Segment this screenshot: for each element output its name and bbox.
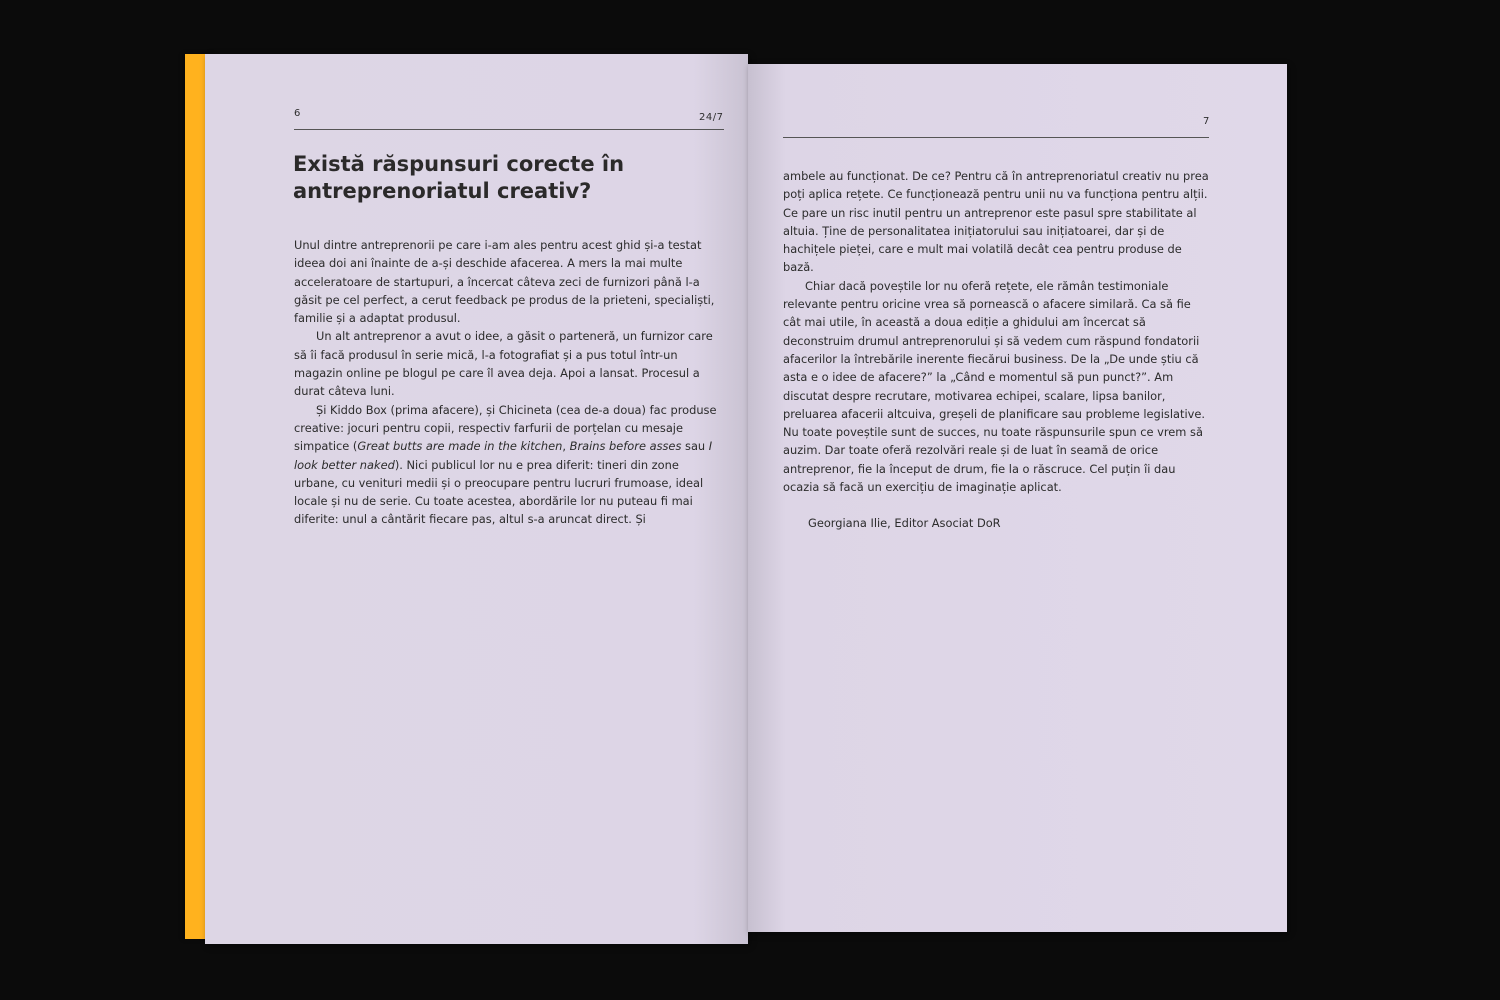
- running-head: 24/7: [699, 112, 724, 123]
- author-signature: Georgiana Ilie, Editor Asociat DoR: [808, 516, 1001, 530]
- quote-italic-3: I look better naked: [294, 439, 713, 472]
- paragraph-3-part-b: ,: [562, 439, 570, 454]
- paragraph-1: Unul dintre antreprenorii pe care i-am ales pentru acest ghid și-a testat ideea doi ani înainte de a-și deschide afacerea. A mers la mai multe acceleratoare de startupuri, a încercat câteva zeci de furnizori până l-a găsit pe cel perfect, a cerut feedback pe produs de la prieteni, specialiști, familie și a adaptat produsul.: [294, 238, 715, 326]
- header-rule-right: [783, 137, 1209, 138]
- left-body-text: [294, 236, 724, 529]
- right-page: [748, 64, 1287, 932]
- paragraph-1-right: ambele au funcționat. De ce? Pentru că în antreprenoriatul creativ nu prea poți aplica rețete. Ce funcționează pentru unii nu va funcționa pentru alții. Ce pare un risc inutil pentru un antreprenor este pasul spre stabilitate al altuia. Ține de personalitatea inițiatorului sau inițiatoarei, dar și de hachițele pieței, care e mult mai volatilă decât cea pentru produse de bază.: [783, 169, 1209, 275]
- quote-italic-1: Great butts are made in the kitchen: [357, 439, 563, 454]
- paragraph-2-right: Chiar dacă poveștile lor nu oferă rețete, ele rămân testimoniale relevante pentru oricine vrea să pornească o afacere similară. Ca să fie cât mai utile, în această a doua ediție a ghidului am încercat să deconstruim drumul antreprenorului și să vedem cum răspund fondatorii afacerilor la întrebările inerente fiecărui business. De la „De unde știu că asta e o idee de afacere?” la „Când e momentul să pun punct?”. Am discutat despre recrutare, motivarea echipei, scalare, lipsa banilor, preluarea afacerii altcuiva, greșeli de planificare sau probleme legislative. Nu toate poveștile sunt de succes, nu toate răspunsurile spun ce vrem să auzim. Dar toate oferă rezolvări reale și de luat în seamă de orice antreprenor, fie la început de drum, fie la o răscruce. Cel puțin îi dau ocazia să facă un exercițiu de imaginație aplicat.: [783, 278, 1205, 495]
- header-rule-left: [294, 129, 724, 130]
- paragraph-3-part-c: sau: [681, 439, 709, 454]
- paragraph-3-part-d: ). Nici publicul lor nu e prea diferit: tineri din zone urbane, cu venituri medii și o preocupare pentru lucruri frumoase, ideal locale și nu de serie. Cu toate acestea, abordările lor nu puteau fi mai diferite: unul a cântărit fiecare pas, altul s-a aruncat direct. Și: [294, 457, 704, 527]
- paragraph-3-part-a: Și Kiddo Box (prima afacere), și Chicineta (cea de-a doua) fac produse creative: jocuri pentru copii, respectiv farfurii de porțelan cu mesaje simpatice (: [294, 402, 717, 454]
- page-number-right: 7: [1203, 116, 1210, 127]
- article-title: Există răspunsuri corecte în antreprenoriatul creativ?: [293, 152, 625, 203]
- page-number-left: 6: [294, 108, 301, 119]
- right-body-text: [783, 167, 1209, 496]
- paragraph-3: [294, 401, 724, 529]
- paragraph-2: Un alt antreprenor a avut o idee, a găsit o parteneră, un furnizor care să îi facă produsul în serie mică, l-a fotografiat și a pus totul într-un magazin online pe blogul pe care îl avea deja. Apoi a lansat. Procesul a durat câteva luni.: [294, 329, 713, 399]
- left-page: [205, 54, 748, 944]
- quote-italic-2: Brains before asses: [569, 439, 682, 454]
